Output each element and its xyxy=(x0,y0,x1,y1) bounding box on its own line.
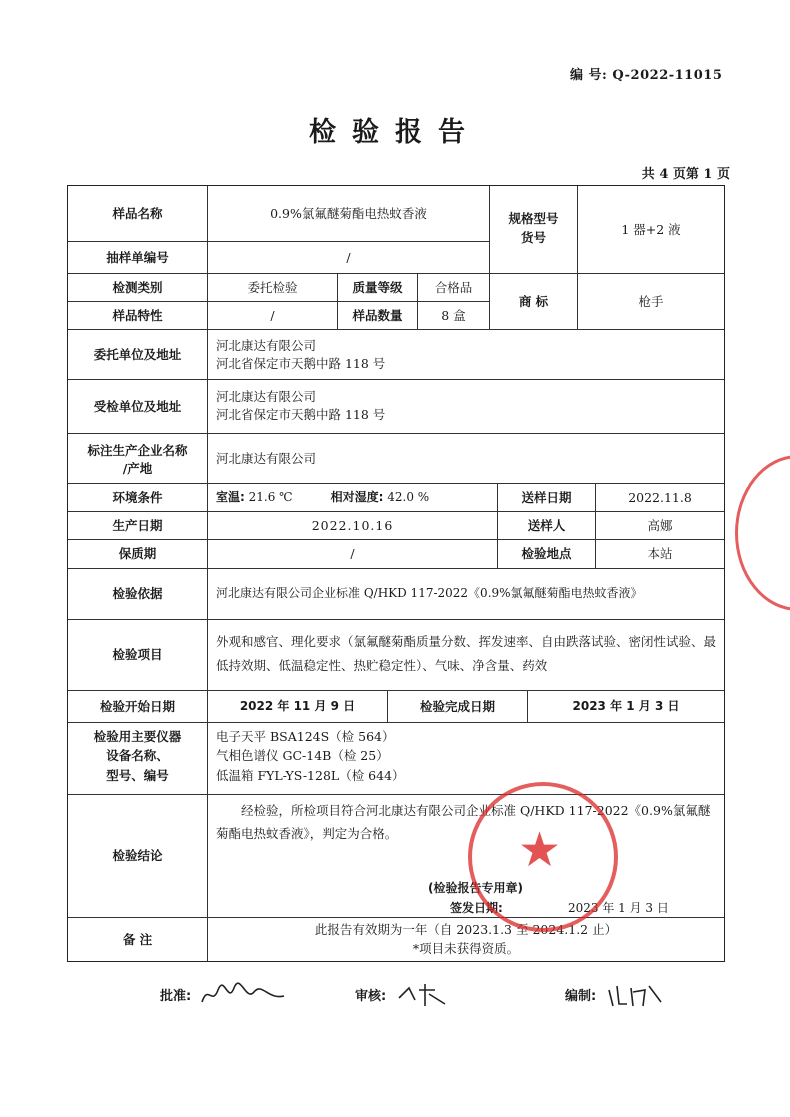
label-sample-property: 样品特性 xyxy=(68,302,208,330)
value-items: 外观和感官、理化要求（氯氟醚菊酯质量分数、挥发速率、自由跌落试验、密闭性试验、最低持效期、低温稳定性、热贮稳定性）、气味、净含量、药效 xyxy=(208,620,724,691)
label-inspected-unit: 受检单位及地址 xyxy=(68,380,208,434)
value-shelf-life: / xyxy=(208,540,498,569)
label-shelf-life: 保质期 xyxy=(68,540,208,569)
inspected-unit-address: 河北省保定市天鹅中路 118 号 xyxy=(216,407,386,423)
value-end-date: 2023 年 1 月 3 日 xyxy=(528,691,724,723)
humidity-value: 42.0 % xyxy=(387,489,430,504)
equipment-item: 气相色谱仪 GC-14B（检 25） xyxy=(216,748,389,764)
inspected-unit-name: 河北康达有限公司 xyxy=(216,389,317,404)
value-sample-qty: 8 盒 xyxy=(418,302,490,330)
sign-date-label: 签发日期: xyxy=(450,901,503,915)
temperature-label: 室温: xyxy=(216,489,245,504)
value-sample-name: 0.9%氯氟醚菊酯电热蚊香液 xyxy=(208,186,490,242)
label-test-category: 检测类别 xyxy=(68,274,208,302)
equipment-item: 电子天平 BSA124S（检 564） xyxy=(216,729,395,744)
label-equipment: 检验用主要仪器 设备名称、 型号、编号 xyxy=(68,723,208,795)
label-conclusion: 检验结论 xyxy=(68,795,208,918)
reviewer-signature xyxy=(395,980,455,1010)
label-client: 委托单位及地址 xyxy=(68,330,208,380)
value-start-date: 2022 年 11 月 9 日 xyxy=(208,691,388,723)
value-sampling-no: / xyxy=(208,242,490,274)
sign-date-value: 2023 年 1 月 3 日 xyxy=(568,901,669,915)
label-sampling-no: 抽样单编号 xyxy=(68,242,208,274)
label-sample-name: 样品名称 xyxy=(68,186,208,242)
value-quality-grade: 合格品 xyxy=(418,274,490,302)
edge-seal xyxy=(735,455,790,611)
label-spec: 规格型号 货号 xyxy=(490,186,578,274)
conclusion-text: 经检验，所检项目符合河北康达有限公司企业标准 Q/HKD 117-2022《0.9%氯氟醚菊酯电热蚊香液》，判定为合格。 xyxy=(216,803,711,841)
preparer-signature xyxy=(605,980,665,1010)
value-location: 本站 xyxy=(596,540,724,569)
seal-label: (检验报告专用章) xyxy=(428,881,523,895)
label-trademark: 商 标 xyxy=(490,274,578,330)
client-name: 河北康达有限公司 xyxy=(216,338,317,353)
label-items: 检验项目 xyxy=(68,620,208,691)
remarks-validity: 此报告有效期为一年（自 2023.1.3 至 2024.1.2 止） xyxy=(314,922,618,937)
value-sender: 高娜 xyxy=(596,512,724,540)
value-spec: 1 器+2 液 xyxy=(578,186,724,274)
value-delivery-date: 2022.11.8 xyxy=(596,484,724,512)
page-count: 共 4 页第 1 页 xyxy=(641,167,730,182)
remarks-qualification: *项目未获得资质。 xyxy=(412,940,520,956)
value-conclusion xyxy=(208,795,724,918)
value-manufacturer: 河北康达有限公司 xyxy=(208,434,724,484)
humidity-label: 相对湿度: xyxy=(330,489,384,504)
review-label: 审核: xyxy=(355,989,387,1004)
report-table xyxy=(67,185,725,962)
label-basis: 检验依据 xyxy=(68,569,208,620)
label-production-date: 生产日期 xyxy=(68,512,208,540)
value-test-category: 委托检验 xyxy=(208,274,338,302)
client-address: 河北省保定市天鹅中路 118 号 xyxy=(216,356,386,372)
report-number-value: Q-2022-11015 xyxy=(612,68,723,83)
approver-signature xyxy=(198,980,288,1010)
value-inspected-unit xyxy=(208,380,724,434)
value-basis: 河北康达有限公司企业标准 Q/HKD 117-2022《0.9%氯氟醚菊酯电热蚊香液》 xyxy=(208,569,724,620)
value-trademark: 枪手 xyxy=(578,274,724,330)
value-client xyxy=(208,330,724,380)
label-end-date: 检验完成日期 xyxy=(388,691,528,723)
report-number xyxy=(570,64,730,83)
temperature-value: 21.6 ℃ xyxy=(248,489,293,504)
approve-label: 批准: xyxy=(160,989,192,1004)
seal-star-icon: ★ xyxy=(518,822,562,878)
report-number-label: 编 号: xyxy=(570,68,608,83)
value-equipment xyxy=(208,723,724,795)
label-sample-qty: 样品数量 xyxy=(338,302,418,330)
label-sender: 送样人 xyxy=(498,512,596,540)
value-production-date: 2022.10.16 xyxy=(208,512,498,540)
value-sample-property: / xyxy=(208,302,338,330)
value-environment xyxy=(208,484,498,512)
label-quality-grade: 质量等级 xyxy=(338,274,418,302)
label-environment: 环境条件 xyxy=(68,484,208,512)
value-remarks xyxy=(208,918,724,961)
report-title: 检验报告 xyxy=(309,117,481,148)
label-remarks: 备 注 xyxy=(68,918,208,961)
equipment-item: 低温箱 FYL-YS-128L（检 644） xyxy=(216,767,405,783)
label-manufacturer: 标注生产企业名称 /产地 xyxy=(68,434,208,484)
label-start-date: 检验开始日期 xyxy=(68,691,208,723)
prepare-label: 编制: xyxy=(565,989,597,1004)
label-location: 检验地点 xyxy=(498,540,596,569)
label-delivery-date: 送样日期 xyxy=(498,484,596,512)
